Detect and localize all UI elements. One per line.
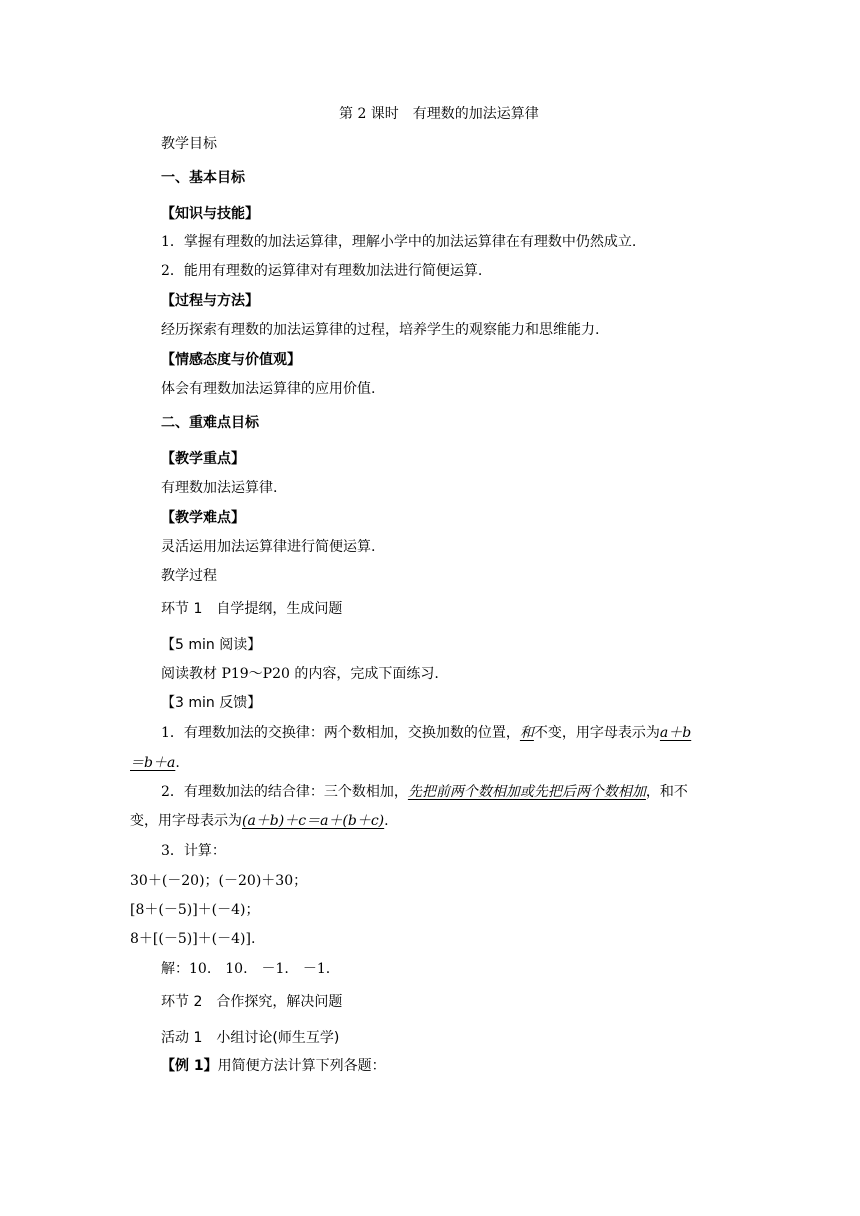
q2-answer-rule: 先把前两个数相加或先把后两个数相加 [407, 784, 646, 800]
q2-text-part-2: ，和不 [645, 784, 688, 800]
emotion-text: 体会有理数加法运算律的应用价值. [161, 381, 376, 397]
example-1-text: 用简便方法计算下列各题： [217, 1058, 386, 1074]
ks-item-2: 2．能用有理数的运算律对有理数加法进行简便运算. [161, 263, 483, 279]
example-1-line [161, 1057, 386, 1075]
solution-line: 解：10. 10. －1. －1. [161, 961, 331, 977]
question-3-label: 3．计算： [161, 843, 226, 859]
process-label: 教学过程 [161, 568, 217, 584]
q2-end: . [384, 813, 389, 829]
page-title: 第 2 课时 有理数的加法运算律 [339, 106, 539, 122]
basic-goals-heading: 一、基本目标 [161, 170, 245, 186]
q1-end: . [175, 755, 180, 771]
objectives-label: 教学目标 [161, 136, 217, 152]
q1-answer-formula-a: a＋b [659, 725, 692, 741]
question-2-line-1 [161, 783, 688, 801]
section-1-heading: 环节 1 自学提纲，生成问题 [161, 601, 343, 617]
reading-label: 【5 min 阅读】 [161, 637, 262, 653]
q2-line-2-start: 变，用字母表示为 [130, 813, 242, 829]
reading-text: 阅读教材 P19～P20 的内容，完成下面练习. [161, 666, 439, 682]
section-2-heading: 环节 2 合作探究，解决问题 [161, 994, 343, 1010]
question-3-line-2: [8＋(－5)]＋(－4)； [130, 902, 260, 918]
teaching-focus-heading: 【教学重点】 [161, 451, 245, 467]
question-1-line-2 [130, 754, 180, 772]
activity-1-heading: 活动 1 小组讨论(师生互学) [161, 1030, 340, 1046]
process-text: 经历探索有理数的加法运算律的过程，培养学生的观察能力和思维能力. [161, 322, 600, 338]
q1-text-part-2: 不变，用字母表示为 [533, 725, 660, 741]
difficulty-text: 灵活运用加法运算律进行简便运算. [161, 539, 376, 555]
q1-text-part-1: 1．有理数加法的交换律：两个数相加，交换加数的位置， [161, 725, 520, 741]
process-method-heading: 【过程与方法】 [161, 293, 259, 309]
q1-answer-formula-b: ＝b＋a [130, 755, 176, 771]
knowledge-skills-heading: 【知识与技能】 [161, 206, 259, 222]
question-3-line-3: 8＋[(－5)]＋(－4)]. [130, 931, 256, 947]
feedback-label: 【3 min 反馈】 [161, 695, 262, 711]
ks-item-1: 1．掌握有理数的加法运算律，理解小学中的加法运算律在有理数中仍然成立. [161, 234, 637, 250]
q1-answer-sum: 和 [519, 725, 534, 741]
question-3-line-1: 30＋(－20)；(－20)＋30； [130, 873, 308, 889]
q2-answer-formula: (a＋b)＋c＝a＋(b＋c) [242, 813, 385, 829]
key-difficult-goals-heading: 二、重难点目标 [161, 415, 259, 431]
focus-text: 有理数加法运算律. [161, 480, 278, 496]
teaching-difficulty-heading: 【教学难点】 [161, 510, 245, 526]
question-1-line-1 [161, 724, 691, 742]
emotion-values-heading: 【情感态度与价值观】 [161, 352, 301, 368]
question-2-line-2 [130, 812, 389, 830]
example-1-label: 【例 1】 [161, 1058, 218, 1074]
q2-text-part-1: 2．有理数加法的结合律：三个数相加， [161, 784, 408, 800]
